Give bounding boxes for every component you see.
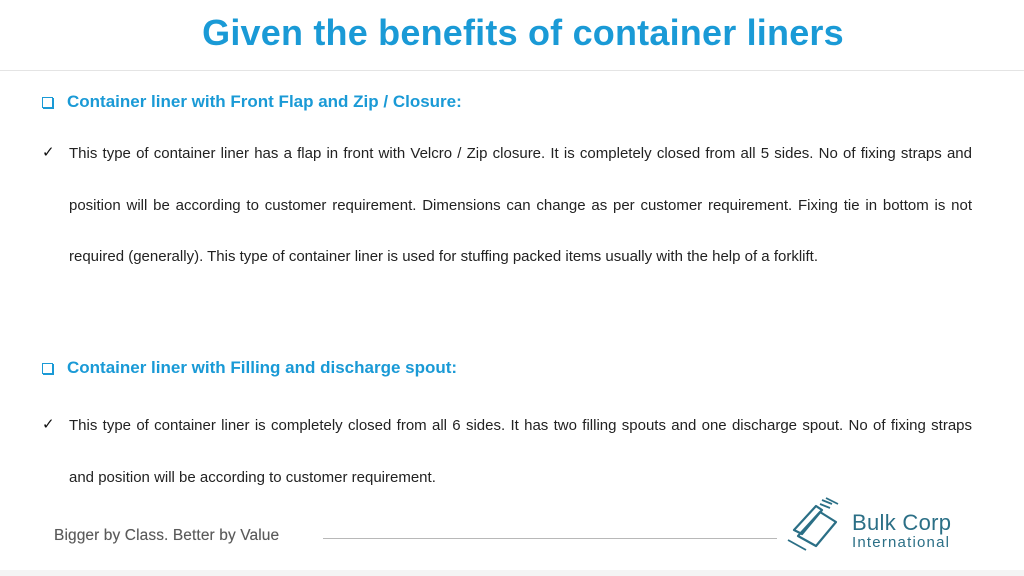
bottom-border bbox=[0, 570, 1024, 576]
slide-title: Given the benefits of container liners bbox=[202, 12, 844, 53]
section-body-filling-spout: This type of container liner is completely closed from all 6 sides. It has two filling spouts and one discharge spout. No of fixing straps and position will be according to customer requirement. bbox=[69, 417, 972, 486]
checkmark-bullet-icon: ✓ bbox=[42, 415, 55, 433]
title-divider bbox=[0, 70, 1024, 71]
section-body-front-flap: This type of container liner has a flap in front with Velcro / Zip closure. It is completely closed from all 5 sides. No of fixing straps and position will be according to customer requirement. Dimensions can change as per customer requirement. Fixing tie in bottom is not required (generally). This type of container liner is used for stuffing packed items usually with the help of a forklift. bbox=[69, 145, 972, 265]
logo-name: Bulk Corp bbox=[852, 510, 952, 535]
section-heading-text: Container liner with Filling and discharge spout: bbox=[67, 358, 458, 377]
section-heading-text: Container liner with Front Flap and Zip / Closure: bbox=[67, 92, 462, 111]
checkmark-bullet-icon: ✓ bbox=[42, 143, 55, 161]
footer-tagline: Bigger by Class. Better by Value bbox=[54, 527, 280, 544]
footer-divider bbox=[323, 538, 777, 539]
logo-subtitle: International bbox=[852, 534, 951, 551]
section-heading-front-flap bbox=[42, 92, 462, 112]
checkbox-bullet-icon bbox=[42, 97, 53, 108]
checkbox-bullet-icon bbox=[42, 363, 53, 374]
section-heading-filling-spout bbox=[42, 358, 457, 378]
